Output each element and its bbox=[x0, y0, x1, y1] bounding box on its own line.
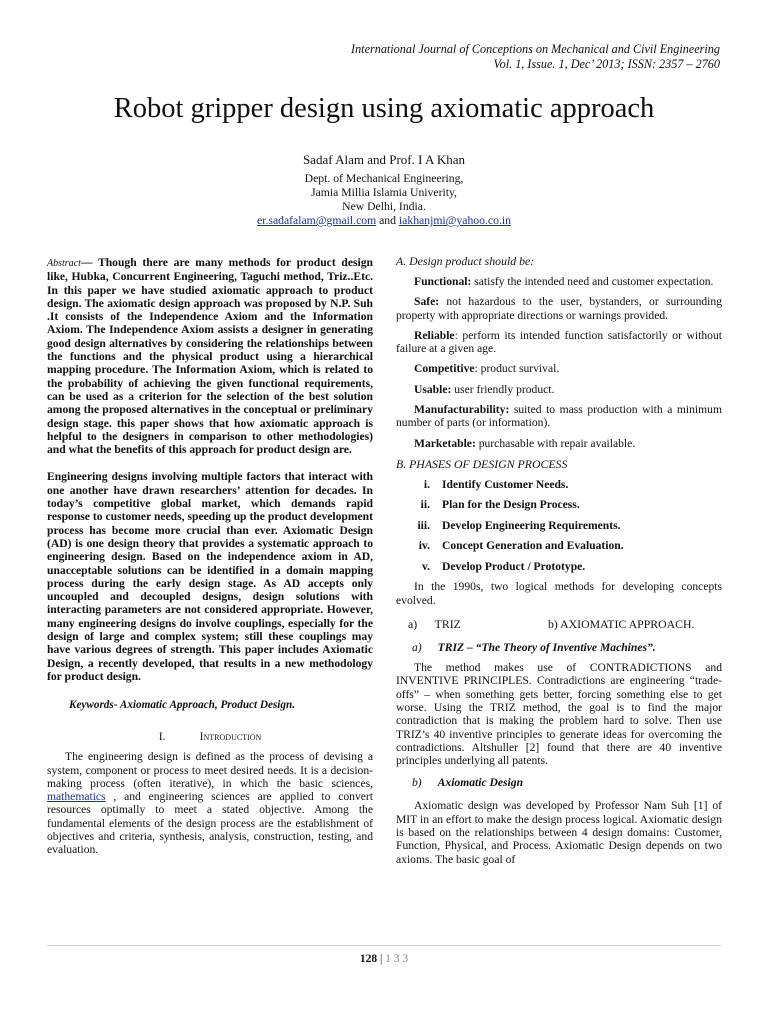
email-link-2[interactable]: iakhanjmi@yahoo.co.in bbox=[398, 214, 511, 227]
abstract bbox=[47, 256, 373, 456]
abstract-text: Though there are many methods for product design like, Hubka, Concurrent Engineering, Taguchi method, Triz..Etc. In this paper we have studied axiomatic approach to product design. The axiomatic design approach was proposed by N.P. Suh .It consists of the Independence Axiom and the Information Axiom. The Independence Axiom assists a designer in generating good design alternatives by considering the relationships between the functions and the physical product using a hierarchical mapping procedure. The Information Axiom, which is related to the probability of achieving the given functional requirements, can be used as a criterion for the selection of the best solution among the proposed alternatives in the conceptual or preliminary design stage. this paper shows that how axiomatic approach is helpful to the designers in comparison to other methodologies) and what the benefits of this approach for product design are. bbox=[47, 256, 373, 457]
affiliation bbox=[0, 172, 768, 228]
list-text: Plan for the Design Process. bbox=[442, 498, 580, 512]
list-text: Develop Product / Prototype. bbox=[442, 559, 586, 573]
intro-title: Introduction bbox=[199, 729, 262, 744]
list-item bbox=[396, 519, 722, 532]
property-marketable bbox=[396, 437, 722, 450]
list-text: Identify Customer Needs. bbox=[442, 477, 569, 491]
intro-text-1: The engineering design is defined as the process of devising a system, component or process to meet desired needs. It is a decision-making process (often iterative), in which the basic sciences, bbox=[47, 750, 373, 790]
affiliation-city: New Delhi, India. bbox=[342, 200, 426, 213]
property-desc: : product survival. bbox=[474, 362, 560, 376]
triz-label: a) bbox=[412, 641, 422, 655]
property-term: Reliable bbox=[414, 328, 455, 342]
intro-paragraph bbox=[47, 750, 373, 856]
list-number: v. bbox=[421, 559, 430, 573]
property-competitive bbox=[396, 362, 722, 375]
triz-heading bbox=[412, 641, 722, 654]
left-column bbox=[47, 256, 373, 857]
method-a: a) TRIZ bbox=[408, 617, 461, 632]
authors: Sadaf Alam and Prof. I A Khan bbox=[302, 152, 466, 167]
list-item bbox=[396, 498, 722, 511]
property-desc: purchasable with repair available. bbox=[475, 436, 636, 450]
page-separator: | bbox=[377, 953, 386, 965]
property-desc: not hazardous to the user, bystanders, or surrounding property with appropriate directions or warnings provided. bbox=[396, 295, 722, 322]
property-usable bbox=[396, 383, 722, 396]
axiomatic-label: b) bbox=[412, 776, 422, 790]
paper-title: Robot gripper design using axiomatic approach bbox=[113, 93, 655, 124]
methods-row bbox=[408, 617, 722, 632]
axiomatic-paragraph: Axiomatic design was developed by Professor Nam Suh [1] of MIT in an effort to make the design process logical. Axiomatic design is based on the relationships between 4 design domains: Customer, Function, Physical, and Process. Axiomatic Design depends on two axioms. The basic goal of bbox=[396, 799, 722, 866]
page-number bbox=[0, 953, 768, 965]
list-text: Concept Generation and Evaluation. bbox=[442, 539, 624, 553]
methods-paragraph: In the 1990s, two logical methods for developing concepts evolved. bbox=[396, 580, 722, 607]
list-text: Develop Engineering Requirements. bbox=[442, 518, 621, 532]
property-term: Marketable: bbox=[414, 436, 476, 450]
keywords: Keywords- Axiomatic Approach, Product Design. bbox=[69, 699, 296, 712]
section-a-heading: A. Design product should be: bbox=[396, 254, 535, 268]
journal-issue: Vol. 1, Issue. 1, Dec’ 2013; ISSN: 2357 – 2760 bbox=[493, 57, 720, 71]
footer-divider bbox=[47, 945, 721, 946]
page-current: 128 bbox=[359, 953, 378, 965]
abstract-label: Abstract bbox=[47, 258, 81, 269]
affiliation-emails bbox=[0, 214, 768, 228]
journal-name: International Journal of Conceptions on Mechanical and Civil Engineering bbox=[351, 42, 720, 56]
page-extra: 1 3 3 bbox=[385, 953, 409, 965]
property-term: Safe: bbox=[414, 295, 440, 309]
affiliation-dept: Dept. of Mechanical Engineering, bbox=[304, 172, 464, 185]
property-desc: satisfy the intended need and customer expectation. bbox=[471, 275, 714, 288]
property-term: Competitive bbox=[414, 362, 475, 376]
list-item bbox=[396, 539, 722, 552]
property-term: Functional: bbox=[414, 275, 472, 288]
abstract-dash: — bbox=[80, 256, 98, 269]
section-b-heading: B. PHASES OF DESIGN PROCESS bbox=[396, 456, 568, 471]
affiliation-university: Jamia Millia Islamia Univerity, bbox=[311, 186, 457, 199]
intro-numeral: I. bbox=[158, 729, 166, 744]
property-desc: : perform its intended function satisfactorily or without failure at a given age. bbox=[396, 328, 722, 356]
axiomatic-title: Axiomatic Design bbox=[437, 776, 524, 790]
list-item bbox=[396, 478, 722, 491]
property-manufacturability bbox=[396, 403, 722, 430]
property-reliable bbox=[396, 329, 722, 356]
axiomatic-heading bbox=[412, 776, 722, 789]
list-number: iii. bbox=[417, 518, 430, 532]
right-column bbox=[396, 254, 722, 873]
email-and: and bbox=[376, 214, 399, 227]
property-desc: suited to mass production with a minimum number of parts (or information). bbox=[396, 403, 722, 430]
mathematics-link[interactable]: mathematics bbox=[47, 790, 106, 804]
journal-header bbox=[351, 42, 720, 72]
property-term: Usable: bbox=[414, 382, 452, 396]
property-desc: user friendly product. bbox=[451, 382, 555, 396]
abstract-paragraph-2: Engineering designs involving multiple factors that interact with one another have drawn researchers’ attention for decades. In today’s competitive global market, which demands rapid response to customer needs, speeding up the product development process has become more crucial than ever. Axiomatic Design (AD) is one design theory that provides a systematic approach to engineering design. Based on the independence axiom in AD, unacceptable solutions can be identified in a domain mapping process during the early design stage. As AD accepts only uncoupled and decoupled designs, design solutions with interacting parameters are not considered appropriate. However, many engineering designs do involve couplings, especially for the design of large and complex system; still these couplings may have various degrees of strength. This paper includes Axiomatic Design, a recently developed, that results in a new methodology for product design. bbox=[47, 470, 373, 683]
property-safe bbox=[396, 295, 722, 322]
property-term: Manufacturability: bbox=[414, 403, 510, 417]
list-number: ii. bbox=[420, 498, 430, 512]
intro-text-2: , and engineering sciences are applied to convert resources optimally to meet a stated objective. Among the fundamental elements of the design process are the establishment of objectives and criteria, synthesis, analysis, construction, testing, and evaluation. bbox=[47, 790, 373, 857]
list-item bbox=[396, 560, 722, 573]
triz-title: TRIZ – “The Theory of Inventive Machines”. bbox=[437, 641, 656, 655]
list-number: i. bbox=[423, 477, 430, 491]
intro-heading bbox=[47, 729, 373, 744]
list-number: iv. bbox=[418, 539, 430, 553]
triz-paragraph: The method makes use of CONTRADICTIONS and INVENTIVE PRINCIPLES. Contradictions are engineering “trade-offs” – when something gets better, forcing something else to get worse. Using the TRIZ method, the goal is to find the major contradiction that is making the problem hard to solve. Then use TRIZ’s 40 inventive principles to generate ideas for overcoming the contradictions. Altshuller [2] found that there are 40 inventive principles underlying all patents. bbox=[396, 661, 722, 768]
email-link-1[interactable]: er.sadafalam@gmail.com bbox=[257, 214, 377, 227]
method-b: b) AXIOMATIC APPROACH. bbox=[548, 617, 695, 632]
property-functional bbox=[396, 275, 722, 288]
